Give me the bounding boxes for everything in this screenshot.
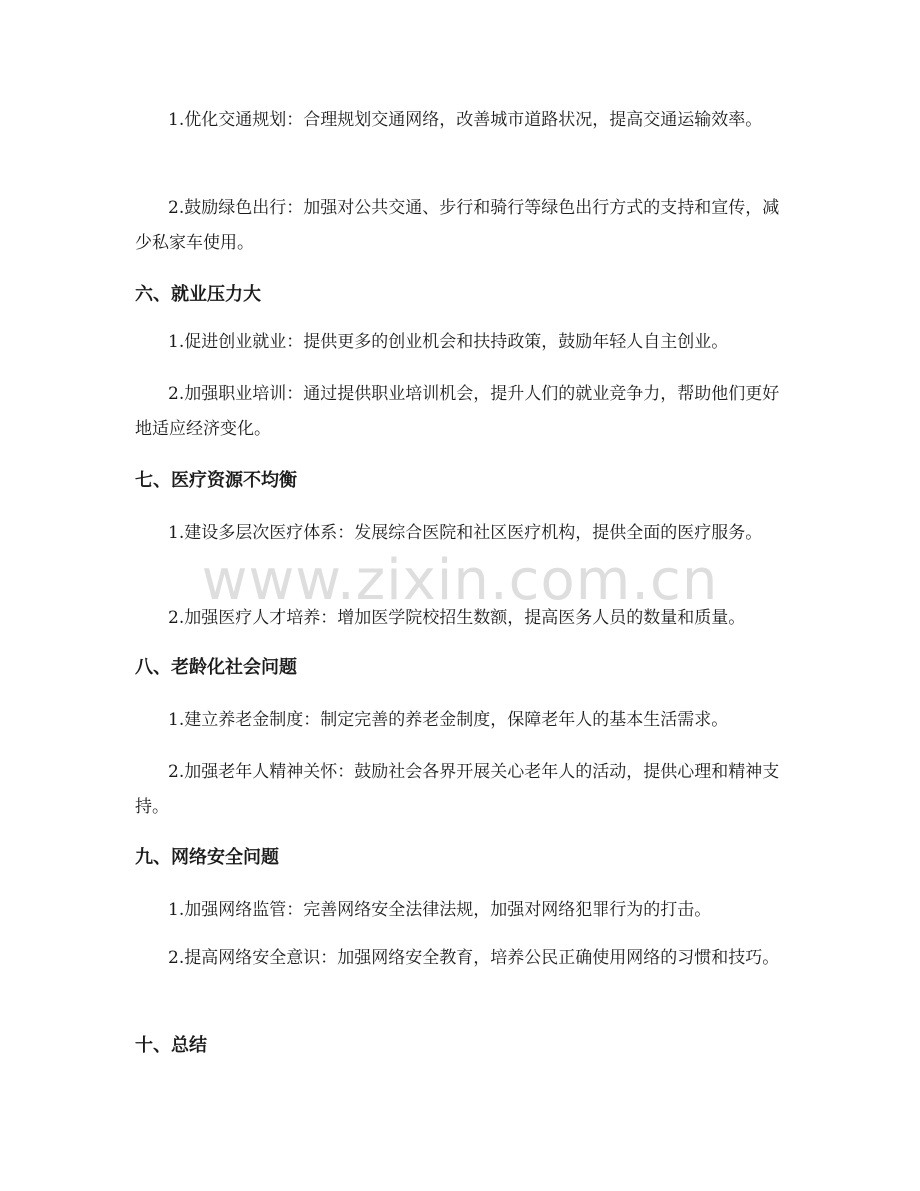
section-heading-cybersecurity: 九、网络安全问题 [135, 847, 279, 868]
paragraph-text: 2.加强医疗人才培养：增加医学院校招生数额，提高医务人员的数量和质量。 [168, 608, 746, 628]
paragraph-medical-talent [135, 601, 780, 636]
paragraph-medical-system [135, 516, 780, 551]
paragraph-elderly-care [135, 755, 780, 825]
paragraph-text: 2.鼓励绿色出行：加强对公共交通、步行和骑行等绿色出行方式的支持和宣传，减少私家车使用。 [135, 198, 780, 253]
section-heading-aging: 八、老龄化社会问题 [135, 657, 297, 678]
paragraph-text: 1.促进创业就业：提供更多的创业机会和扶持政策，鼓励年轻人自主创业。 [168, 332, 729, 352]
paragraph-entrepreneurship [135, 325, 780, 360]
paragraph-traffic-planning [135, 103, 780, 138]
watermark-text: www.zixin.com.cn [201, 548, 719, 613]
paragraph-vocational-training [135, 377, 780, 447]
section-heading-summary: 十、总结 [135, 1035, 207, 1056]
paragraph-text: 1.加强网络监管：完善网络安全法律法规，加强对网络犯罪行为的打击。 [168, 900, 712, 920]
paragraph-security-awareness [135, 941, 780, 976]
paragraph-text: 1.优化交通规划：合理规划交通网络，改善城市道路状况，提高交通运输效率。 [168, 110, 763, 130]
paragraph-text: 2.提高网络安全意识：加强网络安全教育，培养公民正确使用网络的习惯和技巧。 [168, 948, 780, 968]
paragraph-text: 1.建设多层次医疗体系：发展综合医院和社区医疗机构，提供全面的医疗服务。 [168, 523, 763, 543]
paragraph-text: 2.加强老年人精神关怀：鼓励社会各界开展关心老年人的活动，提供心理和精神支持。 [135, 762, 780, 817]
paragraph-green-travel [135, 191, 780, 261]
paragraph-network-regulation [135, 893, 780, 928]
paragraph-text: 2.加强职业培训：通过提供职业培训机会，提升人们的就业竞争力，帮助他们更好地适应经济变化。 [135, 384, 780, 439]
section-heading-healthcare: 七、医疗资源不均衡 [135, 470, 297, 491]
paragraph-text: 1.建立养老金制度：制定完善的养老金制度，保障老年人的基本生活需求。 [168, 710, 729, 730]
paragraph-pension [135, 703, 780, 738]
section-heading-employment: 六、就业压力大 [135, 284, 261, 305]
